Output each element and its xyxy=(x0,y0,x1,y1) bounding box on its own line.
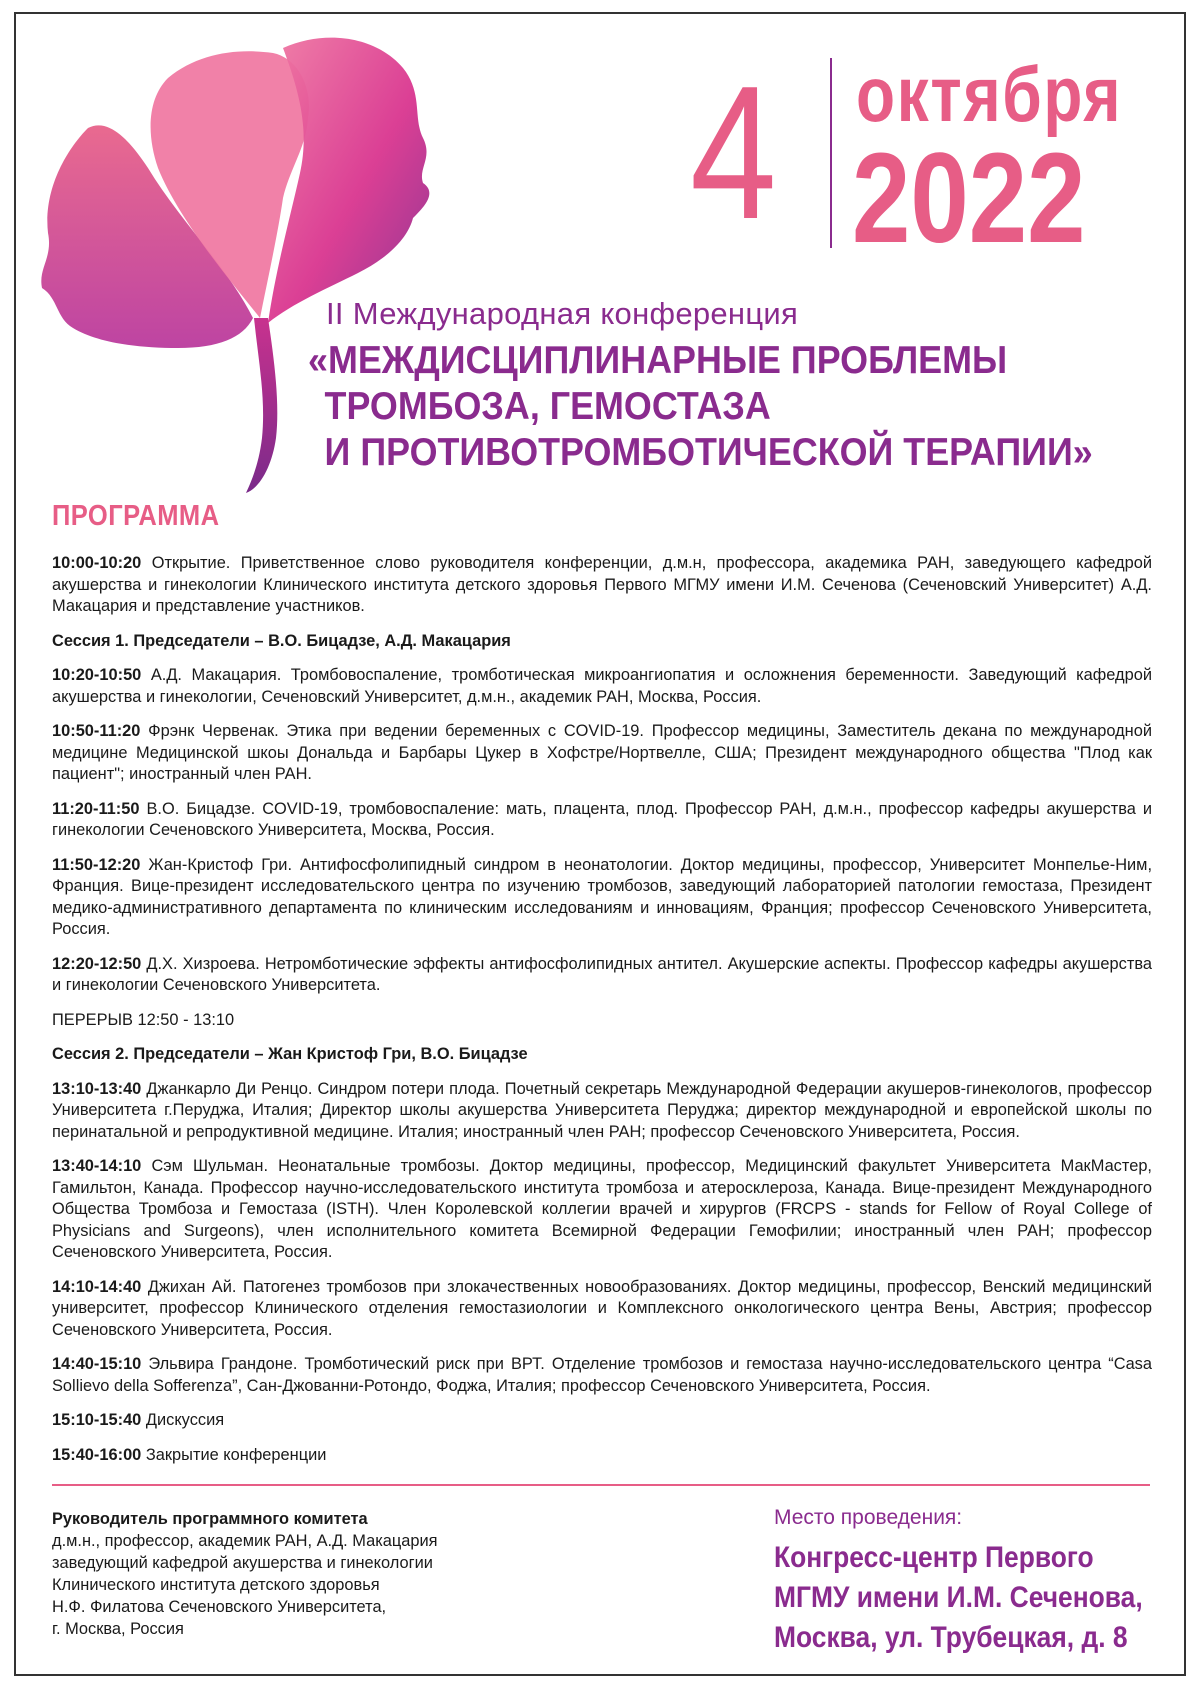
schedule-time: 14:10-14:40 xyxy=(52,1277,142,1296)
schedule-text: Сэм Шульман. Неонатальные тромбозы. Доктор медицины, профессор, Медицинский факультет Университета МакМастер, Гамильтон, Канада. Профессор научно-исследовательского института тромбоза и атеросклероза, Канада. Вице-президент Международного Общества Тромбоза и Гемостаза (ISTH). Член Королевской коллегии врачей и хирургов (FRCPS - stands for Fellow of Royal College of Physicians and Surgeons), член исполнительного комитета Всемирной Федерации Гемофилии; иностранный член РАН; профессор Сеченовского Университета, Россия. xyxy=(52,1157,1152,1261)
schedule-time: 10:20-10:50 xyxy=(52,666,142,684)
schedule-time: 11:20-11:50 xyxy=(52,799,140,818)
date-divider xyxy=(830,58,832,248)
schedule-item xyxy=(52,954,1152,997)
committee-line: д.м.н., профессор, академик РАН, А.Д. Макацария xyxy=(52,1532,438,1550)
venue-line: Москва, ул. Трубецкая, д. 8 xyxy=(774,1621,1128,1654)
program-committee xyxy=(52,1508,612,1640)
schedule-time: 10:50-11:20 xyxy=(52,722,141,740)
schedule-text: Эльвира Грандоне. Тромботический риск при ВРТ. Отделение тромбозов и гемостаза научно-исследовательского центра “Casa Sollievo della Sofferenza”, Сан-Джованни-Ротондо, Фоджа, Италия; профессор Сеченовского Университета, Россия. xyxy=(52,1355,1152,1395)
schedule-item xyxy=(52,1079,1152,1144)
schedule-item xyxy=(52,1410,1152,1432)
conference-title xyxy=(308,338,1099,476)
schedule-item xyxy=(52,553,1152,618)
schedule-time: 12:20-12:50 xyxy=(52,954,142,973)
schedule-text: Закрытие конференции xyxy=(145,1445,327,1464)
schedule-text: Дискуссия xyxy=(145,1411,225,1429)
session-heading: Сессия 2. Председатели – Жан Кристоф Гри, В.О. Бицадзе xyxy=(52,1045,528,1063)
schedule-text: В.О. Бицадзе. COVID-19, тромбовоспаление: мать, плацента, плод. Профессор РАН, д.м.н., профессор кафедры акушерства и гинекологии Сеченовского Университета, Москва, Россия. xyxy=(52,799,1152,839)
schedule-item xyxy=(52,1156,1152,1264)
schedule-time: 13:40-14:10 xyxy=(52,1157,142,1175)
schedule-time: 14:40-15:10 xyxy=(52,1355,142,1373)
break-notice: ПЕРЕРЫВ 12:50 - 13:10 xyxy=(52,1010,235,1029)
committee-line: Н.Ф. Филатова Сеченовского Университета, xyxy=(52,1598,387,1616)
committee-line: Клинического института детского здоровья xyxy=(52,1576,380,1594)
committee-line: г. Москва, Россия xyxy=(52,1620,184,1638)
conference-title-line: ТРОМБОЗА, ГЕМОСТАЗА xyxy=(324,385,771,428)
schedule-item xyxy=(52,1445,1152,1467)
committee-heading: Руководитель программного комитета xyxy=(52,1510,368,1528)
schedule-time: 15:40-16:00 xyxy=(52,1445,142,1464)
venue-label: Место проведения: xyxy=(774,1506,963,1529)
schedule-text: Джихан Ай. Патогенез тромбозов при злокачественных новообразованиях. Доктор медицины, профессор, Венский медицинский университет, профессор Клинического отделения гемостазиологии и Комплексного онкологического центра Вены, Австрия; профессор Сеченовского Университета, Россия. xyxy=(52,1277,1152,1339)
schedule-text: Жан-Кристоф Гри. Антифосфолипидный синдром в неонатологии. Доктор медицины, профессор, Университет Монпелье-Ним, Франция. Вице-президент исследовательского центра по изучению тромбозов, заведующий лабораторией патологии гемостаза, Президент медико-административного департамента по клиническим исследованиям и инновациям, Франция; профессор Сеченовского Университета, Россия. xyxy=(52,855,1153,938)
schedule-item xyxy=(52,665,1152,708)
schedule-item xyxy=(52,1277,1152,1342)
schedule-time: 15:10-15:40 xyxy=(52,1411,142,1429)
venue-line: МГМУ имени И.М. Сеченова, xyxy=(774,1581,1143,1614)
schedule-text: А.Д. Макацария. Тромбовоспаление, тромботическая микроангиопатия и осложнения беременности. Заведующий кафедрой акушерства и гинекологии, Сеченовский Университет, д.м.н., академик РАН, Москва, Россия. xyxy=(52,666,1152,706)
schedule-item xyxy=(52,1354,1152,1397)
committee-line: заведующий кафедрой акушерства и гинекологии xyxy=(52,1554,433,1572)
schedule-text: Д.Х. Хизроева. Нетромботические эффекты антифосфолипидных антител. Акушерские аспекты. Профессор кафедры акушерства и гинекологии Сеченовского Университета. xyxy=(52,954,1152,994)
program-schedule xyxy=(52,553,1152,1479)
schedule-item xyxy=(52,855,1152,941)
footer-divider xyxy=(52,1484,1150,1486)
conference-subtitle: II Международная конференция xyxy=(326,296,799,331)
conference-title-line: И ПРОТИВОТРОМБОТИЧЕСКОЙ ТЕРАПИИ» xyxy=(324,431,1093,474)
session-heading: Сессия 1. Председатели – В.О. Бицадзе, А.Д. Макацария xyxy=(52,631,511,650)
schedule-text: Открытие. Приветственное слово руководителя конференции, д.м.н, профессора, академика РАН, заведующего кафедрой акушерства и гинекологии Клинического института детского здоровья Первого МГМУ имени И.М. Сеченова (Сеченовский Университет) А.Д. Макацария и представление участников. xyxy=(52,554,1152,615)
schedule-text: Фрэнк Червенак. Этика при ведении беременных с COVID-19. Профессор медицины, Заместитель декана по международной медицине Медицинской шкоы Дональда и Барбары Цукер в Хофстре/Нортвелле, США; Президент международного общества "Плод как пациент"; иностранный член РАН. xyxy=(52,722,1152,783)
schedule-text: Джанкарло Ди Ренцо. Синдром потери плода. Почетный секретарь Международной Федерации акушеров-гинекологов, профессор Университета г.Перуджа, Италия; Директор школы акушерства Университета Перуджа; директор международной и европейской школы по перинатальной и репродуктивной медицине. Италия; иностранный член РАН; профессор Сеченовского Университета, Россия. xyxy=(52,1079,1152,1141)
date-month: октября xyxy=(856,50,1123,138)
schedule-item xyxy=(52,721,1152,786)
conference-title-line: «МЕЖДИСЦИПЛИНАРНЫЕ ПРОБЛЕМЫ xyxy=(308,339,1008,382)
program-heading: ПРОГРАММА xyxy=(52,500,220,532)
schedule-time: 10:00-10:20 xyxy=(52,554,142,572)
schedule-time: 13:10-13:40 xyxy=(52,1079,142,1098)
schedule-time: 11:50-12:20 xyxy=(52,855,141,874)
venue xyxy=(774,1506,1174,1658)
date-day: 4 xyxy=(690,47,777,259)
venue-line: Конгресс-центр Первого xyxy=(774,1541,1094,1574)
schedule-item xyxy=(52,799,1152,842)
date-year: 2022 xyxy=(852,127,1086,270)
